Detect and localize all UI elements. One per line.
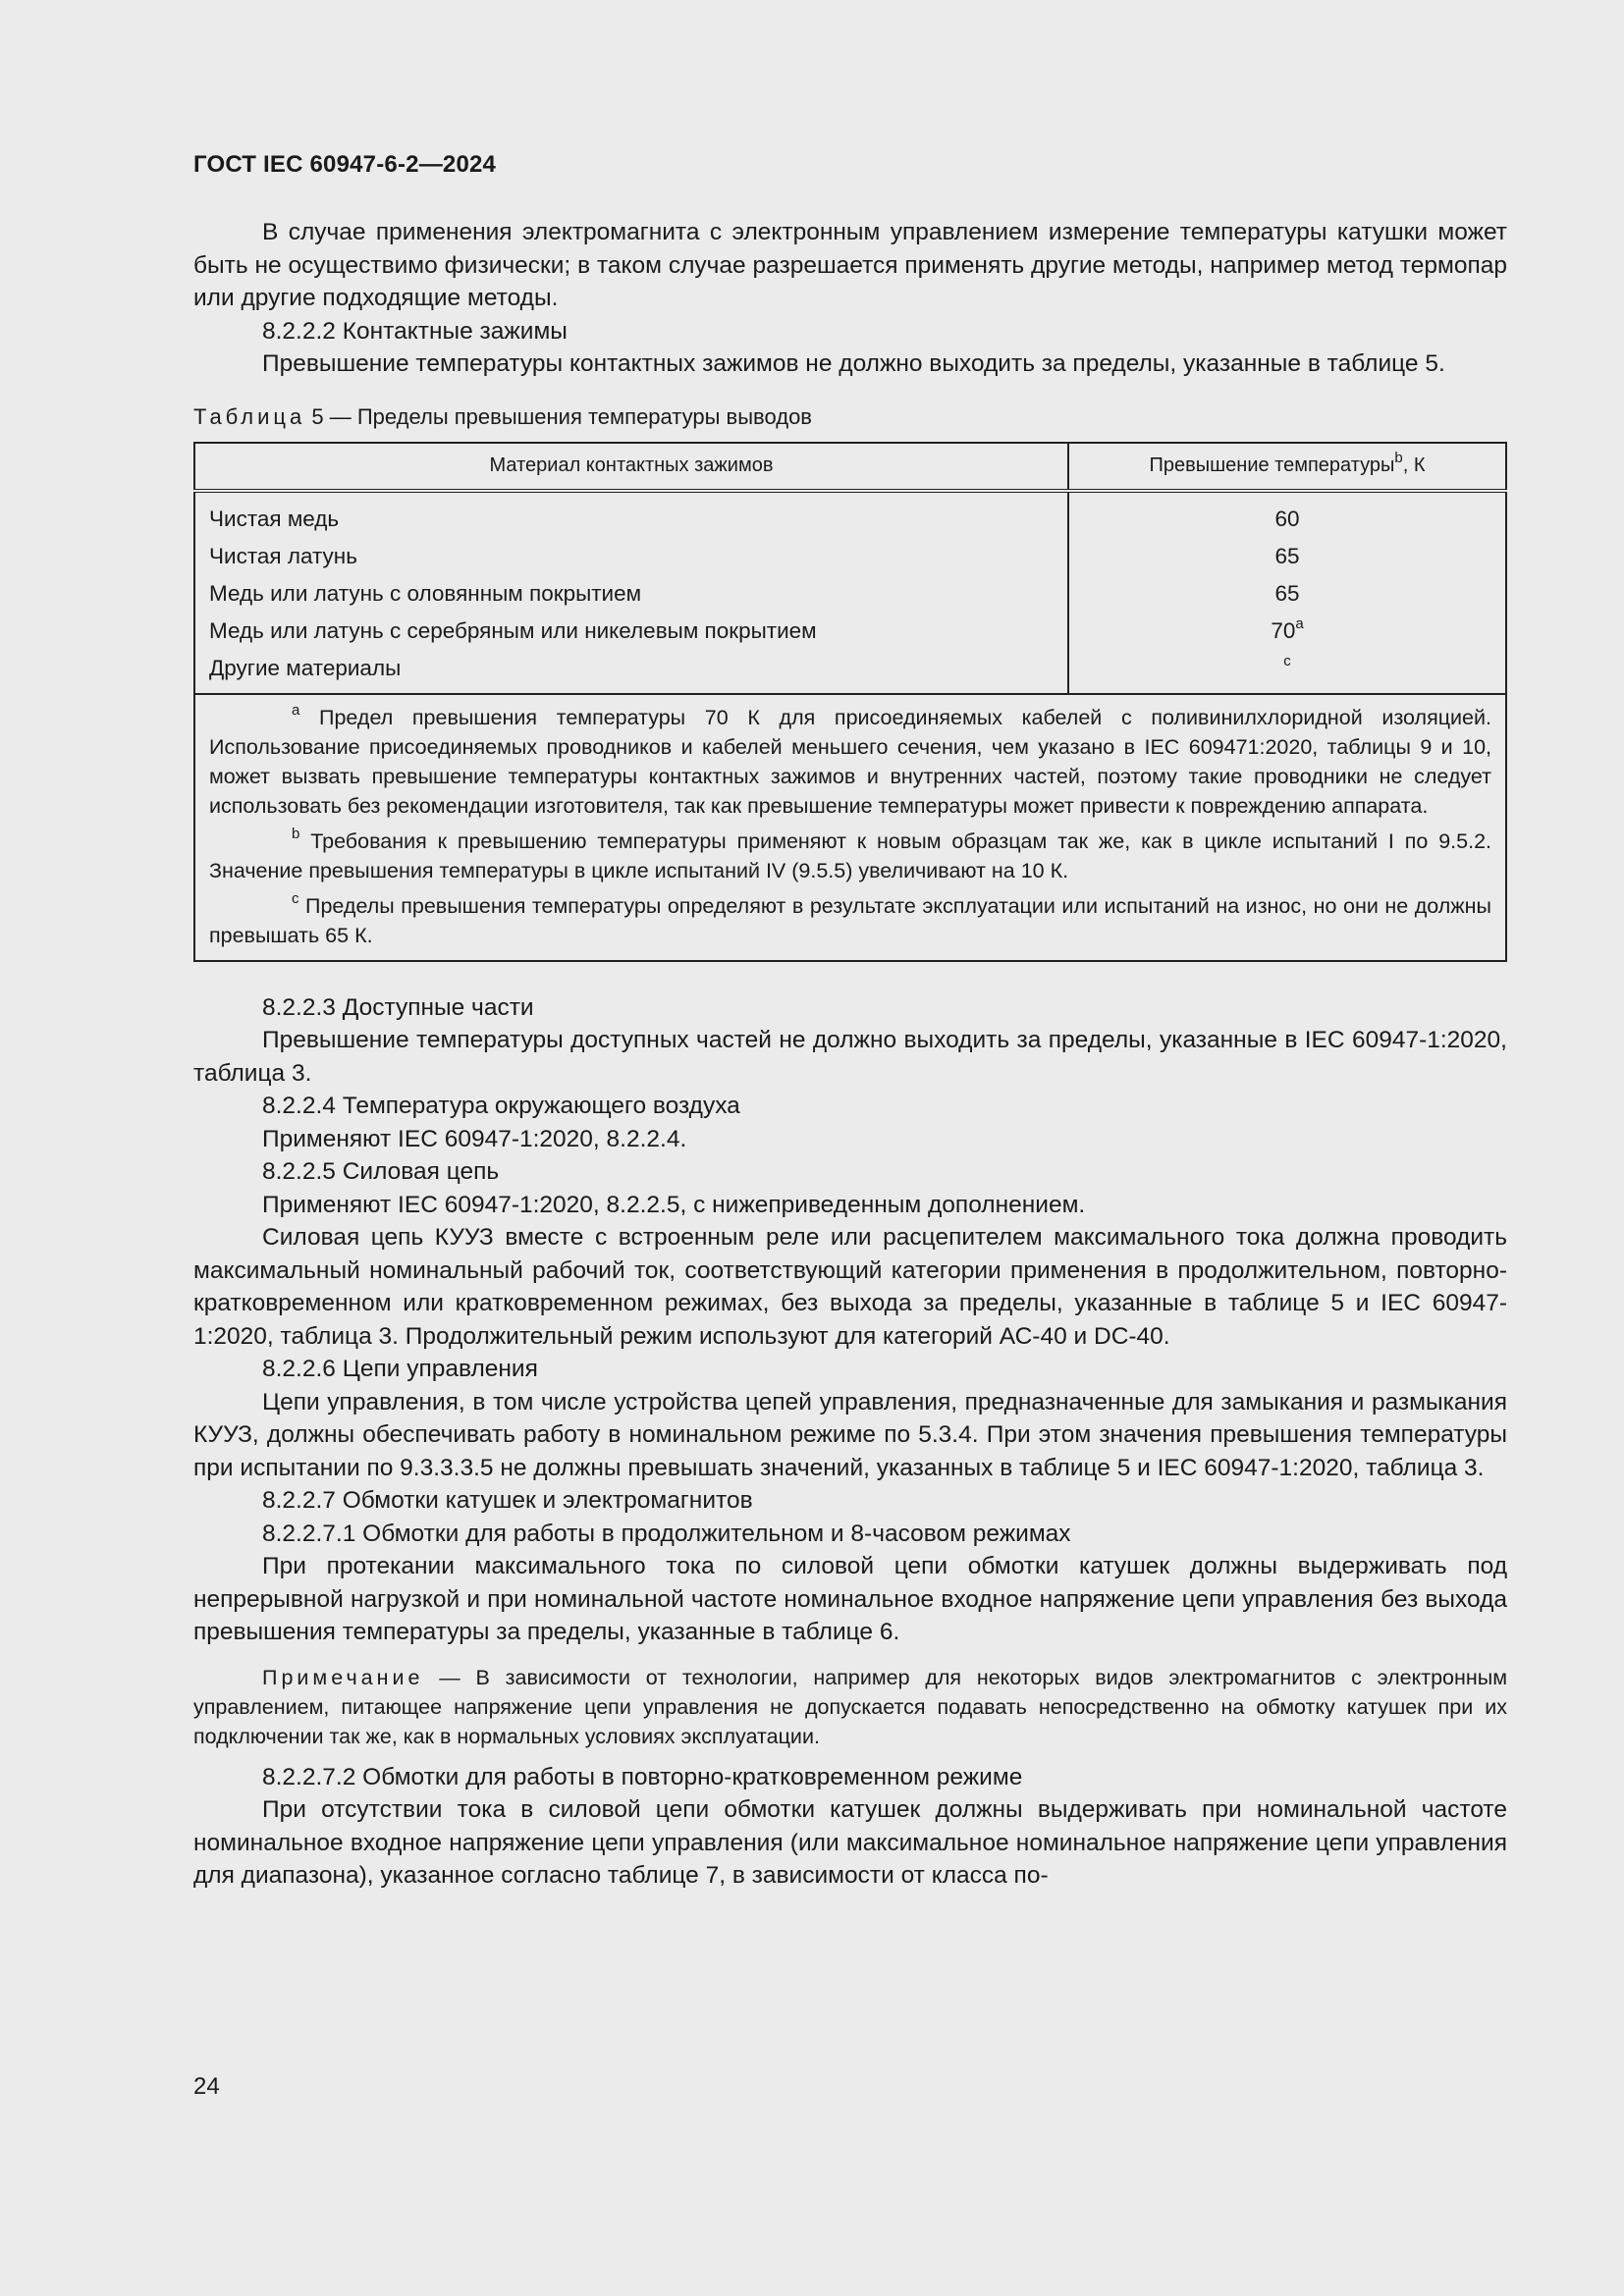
footnote-text: Требования к превышению температуры применяют к новым образцам так же, как в цикле испытаний I по 9.5.2. Значение превышения температуры в цикле испытаний IV (9.5.5) увеличивают на 10 К. bbox=[209, 828, 1491, 882]
heading-8-2-2-5: 8.2.2.5 Силовая цепь bbox=[262, 1158, 500, 1185]
page-number: 24 bbox=[193, 2073, 220, 2100]
document-page bbox=[193, 147, 1507, 1893]
heading-8-2-2-2: 8.2.2.2 Контактные зажимы bbox=[262, 317, 568, 345]
column-header-temperature-rise bbox=[1068, 443, 1506, 491]
paragraph-intermittent-duty: При отсутствии тока в силовой цепи обмотки катушек должны выдерживать при номинальной частоте номинальное входное напряжение цепи управления (или максимальное номинальное напряжение цепи управления для диапазона), указанное согласно таблице 7, в зависимости от класса по- bbox=[193, 1796, 1507, 1889]
cell-value: 65 bbox=[1274, 580, 1300, 606]
note-block bbox=[193, 1663, 1507, 1751]
paragraph-control-circuits: Цепи управления, в том числе устройства цепей управления, предназначенные для замыкания и размыкания КУУЗ, должны обеспечивать работу в номинальном режиме по 5.3.4. При этом значения превышения температуры при испытании по 9.3.3.3.5 не должны превышать значений, указанных в таблице 5 и IEC 60947-1:2020, таблица 3. bbox=[193, 1388, 1507, 1481]
cell-value: c bbox=[1283, 653, 1291, 669]
column-header-material: Материал контактных зажимов bbox=[194, 443, 1068, 491]
cell-material: Другие материалы bbox=[194, 650, 1068, 694]
column-header-temperature-rise-label: Превышение температуры bbox=[1149, 454, 1395, 476]
heading-8-2-2-4: 8.2.2.4 Температура окружающего воздуха bbox=[262, 1093, 740, 1119]
note-text: — В зависимости от технологии, например для некоторых видов электромагнитов с электронным управлением, питающее напряжение цепи управления не допускается подавать непосредственно на обмотку катушек при их подключении так же, как в нормальных условиях эксплуатации. bbox=[193, 1665, 1507, 1748]
document-header: ГОСТ IEC 60947-6-2—2024 bbox=[193, 151, 497, 178]
heading-8-2-2-7-2: 8.2.2.7.2 Обмотки для работы в повторно-кратковременном режиме bbox=[262, 1763, 1023, 1790]
table-footnote-b bbox=[209, 827, 1491, 885]
heading-8-2-2-3: 8.2.2.3 Доступные части bbox=[262, 993, 534, 1021]
temperature-rise-table bbox=[193, 442, 1507, 962]
footnote-mark: c bbox=[292, 890, 299, 908]
main-body bbox=[193, 991, 1507, 1893]
footnote-text: Предел превышения температуры 70 К для присоединяемых кабелей с поливинилхлоридной изоляцией. Использование присоединяемых проводников и кабелей меньшего сечения, чем указано в IEC 609471:2020, таблицы 9 и 10, может вызвать превышение температуры контактных зажимов и внутренних частей, поэтому такие проводники не следует использовать без рекомендации изготовителя, так как превышение температуры может привести к повреждению аппарата. bbox=[209, 705, 1491, 818]
footnote-mark: b bbox=[292, 826, 300, 843]
table-caption-prefix: Таблица bbox=[193, 403, 306, 429]
cell-value: 70$^a$ bbox=[1271, 615, 1304, 643]
table-row bbox=[194, 575, 1506, 613]
cell-value: 60 bbox=[1274, 506, 1300, 531]
paragraph-power-circuit-ref: Применяют IEC 60947-1:2020, 8.2.2.5, с нижеприведенным дополнением. bbox=[262, 1191, 1086, 1218]
table-footnote-a bbox=[209, 703, 1491, 821]
cell-value: 65 bbox=[1274, 543, 1300, 568]
footnote-mark: a bbox=[292, 702, 300, 720]
table-row bbox=[194, 613, 1506, 650]
cell-material: Медь или латунь с серебряным или никелевым покрытием bbox=[194, 613, 1068, 650]
table-notes bbox=[194, 694, 1506, 961]
heading-8-2-2-6: 8.2.2.6 Цепи управления bbox=[262, 1356, 538, 1382]
note-label: Примечание bbox=[262, 1665, 424, 1689]
table-caption-text: 5 — Пределы превышения температуры выводов bbox=[305, 403, 812, 429]
footnote-text: Пределы превышения температуры определяют в результате эксплуатации или испытаний на износ, но они не должны превышать 65 К. bbox=[209, 893, 1491, 947]
table-caption bbox=[193, 402, 1507, 432]
footnote-mark: b bbox=[1394, 450, 1403, 467]
column-header-unit: , К bbox=[1402, 454, 1426, 476]
cell-material: Чистая медь bbox=[194, 491, 1068, 538]
paragraph-accessible-parts: Превышение температуры доступных частей не должно выходить за пределы, указанные в IEC 60947-1:2020, таблица 3. bbox=[193, 1027, 1507, 1087]
cell-material: Чистая латунь bbox=[194, 538, 1068, 575]
table-row bbox=[194, 538, 1506, 575]
heading-8-2-2-7-1: 8.2.2.7.1 Обмотки для работы в продолжительном и 8-часовом режимах bbox=[262, 1520, 1071, 1547]
cell-material: Медь или латунь с оловянным покрытием bbox=[194, 575, 1068, 613]
table-footnote-c bbox=[209, 891, 1491, 950]
paragraph-ambient-temperature: Применяют IEC 60947-1:2020, 8.2.2.4. bbox=[262, 1125, 687, 1152]
paragraph-coil-measurement: В случае применения электромагнита с электронным управлением измерение температуры катушки может быть не осуществимо физически; в таком случае разрешается применять другие методы, например метод термопар или другие подходящие методы. bbox=[193, 219, 1507, 311]
paragraph-contact-terminals: Превышение температуры контактных зажимов не должно выходить за пределы, указанные в таблице 5. bbox=[262, 350, 1445, 377]
heading-8-2-2-7: 8.2.2.7 Обмотки катушек и электромагнитов bbox=[262, 1487, 753, 1514]
table-notes-row bbox=[194, 694, 1506, 961]
paragraph-continuous-duty: При протекании максимального тока по силовой цепи обмотки катушек должны выдерживать под непрерывной нагрузкой и при номинальной частоте номинальное входное напряжение цепи управления без выхода превышения температуры за пределы, указанные в таблице 6. bbox=[193, 1553, 1507, 1645]
paragraph-power-circuit: Силовая цепь КУУЗ вместе с встроенным реле или расцепителем максимального тока должна проводить максимальный номинальный рабочий ток, соответствующий категории применения в продолжительном, повторно-кратковременном или кратковременном режимах, без выхода за пределы, указанные в таблице 5 и IEC 60947-1:2020, таблица 3. Продолжительный режим используют для категорий АС-40 и DC-40. bbox=[193, 1224, 1507, 1350]
table-header-row bbox=[194, 443, 1506, 491]
table-row bbox=[194, 491, 1506, 538]
table-row bbox=[194, 650, 1506, 694]
